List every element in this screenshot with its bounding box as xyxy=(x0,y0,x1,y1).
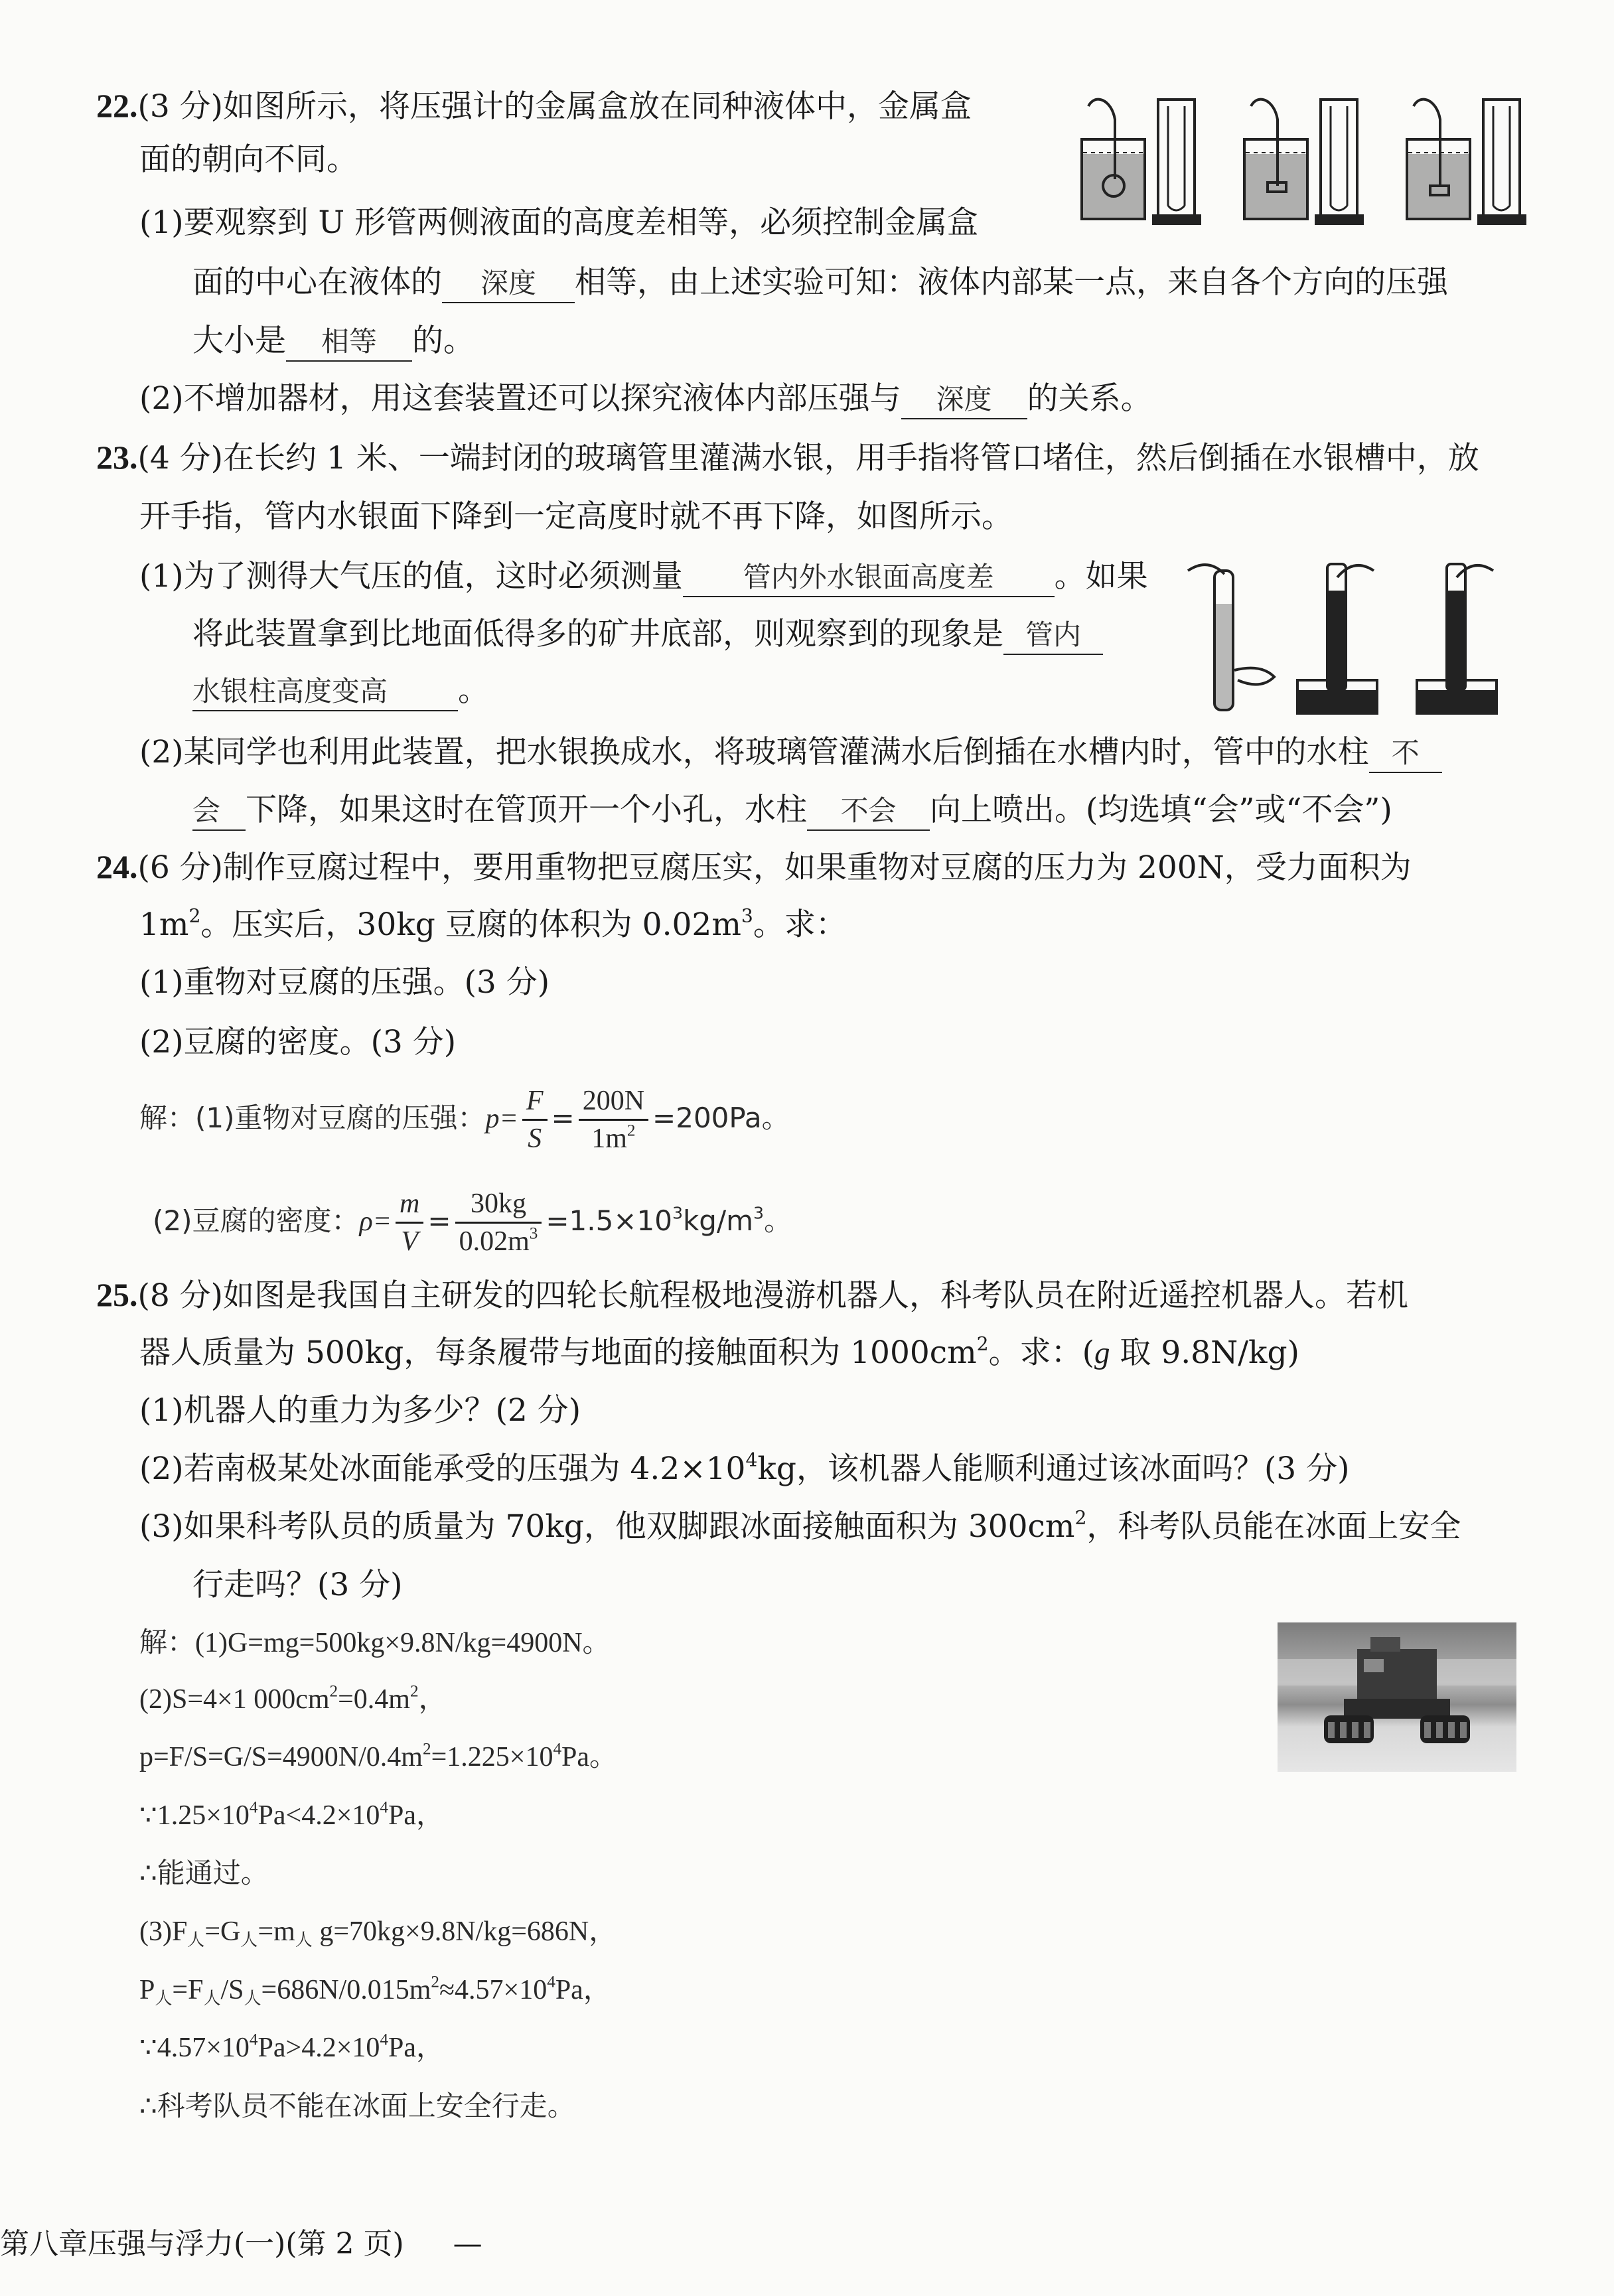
q22-answer-3: 深度 xyxy=(901,381,1027,419)
q25-sol-line-3: $p=F/S=G/S=4900N/0.4m^2=1.225\times 10^4Pa$。 xyxy=(139,1740,618,1772)
q22-intro-line-1: 22.(3 分)如图所示，将压强计的金属盒放在同种液体中，金属盒 xyxy=(96,87,972,125)
q25-part1: (1)机器人的重力为多少？(2 分) xyxy=(139,1392,581,1429)
fraction-f-over-s: $\frac{F}{S}$ xyxy=(522,1083,548,1157)
footer-dash: — xyxy=(453,2227,482,2261)
q23-part1-line-1: (1)为了测得大气压的值，这时必须测量 管内外水银面高度差 。如果 xyxy=(139,556,1148,597)
q25-sol-line-4: $\because 1.25\times 10^4Pa<4.2\times 10^4Pa$， xyxy=(139,1798,444,1831)
q23-torricelli-figure xyxy=(1175,551,1520,717)
q24-part2: (2)豆腐的密度。(3 分) xyxy=(139,1024,457,1060)
fraction-30kg-over-002m3: $\frac{30kg}{0.02m^3}$ xyxy=(455,1186,542,1259)
q24-solution-2: (2)豆腐的密度：ρ= $\frac{m}{V}$ = $\frac{30kg}{0.02m^3}$ $=1.5\times 10^3kg/m^3$。 xyxy=(153,1184,792,1259)
q23-answer-2b: 水银柱高度变高 xyxy=(192,673,458,711)
q23-part1-line-2: 将此装置拿到比地面低得多的矿井底部，则观察到的现象是 管内 xyxy=(192,614,1103,655)
q22-intro-line-2: 面的朝向不同。 xyxy=(139,141,358,178)
polar-robot-photo xyxy=(1278,1622,1516,1772)
q25-sol-line-8: $\because 4.57\times 10^4Pa>4.2\times 10^4Pa$， xyxy=(139,2031,444,2063)
q25-sol-line-9: ∴科考队员不能在冰面上安全行走。 xyxy=(139,2090,575,2122)
fraction-200n-over-1m2: $\frac{200N}{1m^2}$ xyxy=(579,1083,648,1157)
q25-sol-line-2: (2)S=4×1 $000cm^2=0.4m^2$， xyxy=(139,1682,447,1715)
q25-sol-line-7: $P_人=F_人/S_人=686N/0.015m^2\approx 4.57\times 10^4Pa$， xyxy=(139,1973,611,2008)
q23-answer-3b: 会 xyxy=(192,792,246,831)
q23-answer-4: 不会 xyxy=(807,792,930,831)
q22-pressure-gauge-figure xyxy=(1068,86,1526,229)
q23-number: 23. xyxy=(96,439,138,476)
q23-answer-3a: 不 xyxy=(1369,735,1442,773)
footer-label: 第八章压强与浮力(一)(第 2 页) xyxy=(0,2227,404,2261)
polar-robot-icon xyxy=(1278,1622,1516,1772)
q23-part2-line-2: 会 下降，如果这时在管顶开一个小孔，水柱 不会 向上喷出。(均选填“会”或“不会”) xyxy=(192,790,1392,831)
q23-intro-line-2: 开手指，管内水银面下降到一定高度时就不再下降，如图所示。 xyxy=(139,498,1013,535)
q24-number: 24. xyxy=(96,848,138,885)
q22-number: 22. xyxy=(96,87,138,124)
q23-intro-line-1: 23.(4 分)在长约 1 米、一端封闭的玻璃管里灌满水银，用手指将管口堵住，然后倒插在水银槽中，放 xyxy=(96,439,1479,476)
q25-number: 25. xyxy=(96,1276,138,1313)
q22-part2: (2)不增加器材，用这套装置还可以探究液体内部压强与 深度 的关系。 xyxy=(139,378,1152,419)
q25-sol-line-1: 解：(1)G=mg=500kg×9.8N/kg=4900N。 xyxy=(139,1628,611,1658)
q25-part3-line-1: (3)如果科考队员的质量为 70kg，他双脚跟冰面接触面积为 $300cm^2$，科考队员能在冰面上安全 xyxy=(139,1506,1461,1545)
q25-part3-line-2: 行走吗？(3 分) xyxy=(192,1567,403,1603)
q23-answer-1: 管内外水银面高度差 xyxy=(683,559,1055,597)
q25-sol-line-5: ∴能通过。 xyxy=(139,1857,269,1889)
q24-part1: (1)重物对豆腐的压强。(3 分) xyxy=(139,964,550,1001)
q25-intro-line-2: 器人质量为 500kg，每条履带与地面的接触面积为 $1000cm^2$。求：(g 取 9.8N/kg) xyxy=(139,1332,1299,1371)
q22-answer-2: 相等 xyxy=(286,323,412,362)
fraction-m-over-v: $\frac{m}{V}$ xyxy=(396,1186,423,1259)
q23-answer-2a: 管内 xyxy=(1003,616,1103,655)
q24-solution-1: 解：(1)重物对豆腐的压强：p= $\frac{F}{S}$ = $\frac{200N}{1m^2}$ =200Pa。 xyxy=(139,1082,790,1157)
q24-intro-line-1: 24.(6 分)制作豆腐过程中，要用重物把豆腐压实，如果重物对豆腐的压力为 200N，受力面积为 xyxy=(96,848,1412,886)
q22-part1-line-2: 面的中心在液体的 深度 相等，由上述实验可知：液体内部某一点，来自各个方向的压强 xyxy=(192,262,1448,303)
q25-sol-line-6: $(3)F_人=G_人=m_人$ g=70kg×9.8N/kg=686N， xyxy=(139,1916,617,1950)
q24-intro-line-2: $1m^2$。压实后，30kg 豆腐的体积为 $0.02m^3$。求： xyxy=(139,904,847,943)
q25-intro-line-1: 25.(8 分)如图是我国自主研发的四轮长航程极地漫游机器人，科考队员在附近遥控机器人。若机 xyxy=(96,1276,1409,1314)
q22-part1-line-1: (1)要观察到 U 形管两侧液面的高度差相等，必须控制金属盒 xyxy=(139,204,979,241)
q23-part1-line-3: 水银柱高度变高 。 xyxy=(192,670,489,711)
q22-part1-line-3: 大小是 相等 的。 xyxy=(192,321,475,362)
q23-part2-line-1: (2)某同学也利用此装置，把水银换成水，将玻璃管灌满水后倒插在水槽内时，管中的水柱 不 xyxy=(139,732,1442,773)
page-footer xyxy=(0,2220,482,2262)
q22-answer-1: 深度 xyxy=(442,265,575,303)
q25-part2: (2)若南极某处冰面能承受的压强为 $4.2\times 10^4kg$，该机器人能顺利通过该冰面吗？(3 分) xyxy=(139,1449,1350,1487)
